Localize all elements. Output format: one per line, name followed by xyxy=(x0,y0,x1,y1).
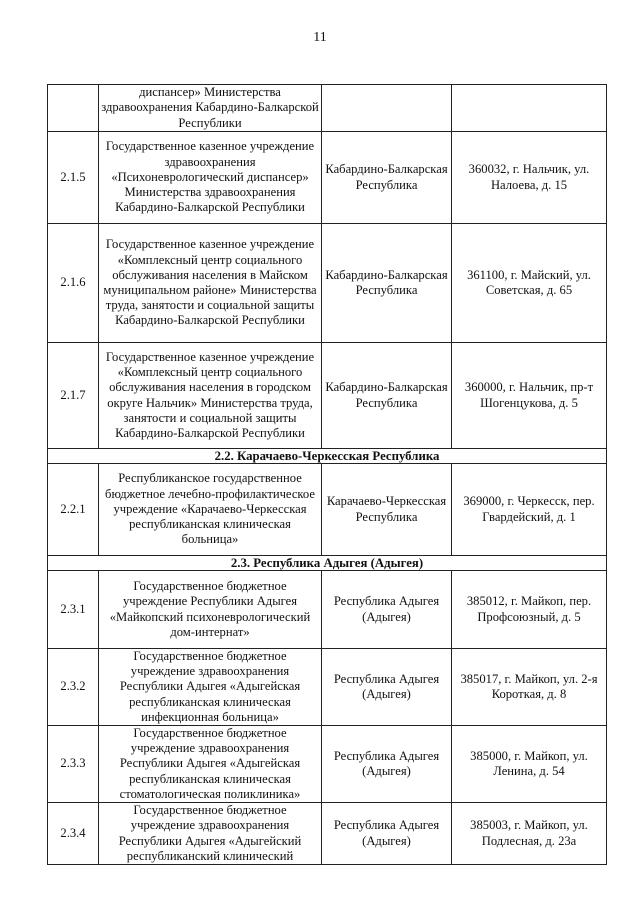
region xyxy=(322,85,452,132)
address: 385000, г. Майкоп, ул. Ленина, д. 54 xyxy=(452,726,607,803)
row-number: 2.3.3 xyxy=(48,726,99,803)
address: 369000, г. Черкесск, пер. Гвардейский, д. 1 xyxy=(452,464,607,556)
table-row xyxy=(48,343,607,449)
table-row xyxy=(48,85,607,132)
section-header-row xyxy=(48,556,607,571)
table-row xyxy=(48,726,607,803)
region: Кабардино-Балкарская Республика xyxy=(322,224,452,343)
table-row xyxy=(48,803,607,865)
row-number: 2.3.1 xyxy=(48,571,99,649)
row-number: 2.3.4 xyxy=(48,803,99,865)
page-number: 11 xyxy=(313,30,327,45)
row-number xyxy=(48,85,99,132)
address: 360000, г. Нальчик, пр-т Шогенцукова, д. 5 xyxy=(452,343,607,449)
institutions-table xyxy=(47,84,607,865)
address: 385017, г. Майкоп, ул. 2-я Короткая, д. 8 xyxy=(452,649,607,726)
row-number: 2.1.5 xyxy=(48,132,99,224)
table-row xyxy=(48,571,607,649)
row-number: 2.3.2 xyxy=(48,649,99,726)
region: Республика Адыгея (Адыгея) xyxy=(322,803,452,865)
region: Карачаево-Черкесская Республика xyxy=(322,464,452,556)
row-number: 2.1.6 xyxy=(48,224,99,343)
section-title: 2.3. Республика Адыгея (Адыгея) xyxy=(48,556,607,571)
institution-name: Государственное казенное учреждение «Комплексный центр социального обслуживания населения в Майском муниципальном районе» Министерства труда, занятости и социальной защиты Кабардино-Балкарской Республики xyxy=(99,224,322,343)
row-number: 2.1.7 xyxy=(48,343,99,449)
institution-name: Государственное бюджетное учреждение здравоохранения Республики Адыгея «Адыгейская республиканская клиническая стоматологическая поликлиника» xyxy=(99,726,322,803)
institution-name: Государственное бюджетное учреждение здравоохранения Республики Адыгея «Адыгейский республиканский клинический xyxy=(99,803,322,865)
address: 385003, г. Майкоп, ул. Подлесная, д. 23а xyxy=(452,803,607,865)
region: Кабардино-Балкарская Республика xyxy=(322,132,452,224)
institution-name: Государственное казенное учреждение здравоохранения «Психоневрологический диспансер» Министерства здравоохранения Кабардино-Балкарской Республики xyxy=(99,132,322,224)
region: Республика Адыгея (Адыгея) xyxy=(322,726,452,803)
region: Республика Адыгея (Адыгея) xyxy=(322,649,452,726)
address: 385012, г. Майкоп, пер. Профсоюзный, д. 5 xyxy=(452,571,607,649)
section-header-row xyxy=(48,449,607,464)
table-row xyxy=(48,224,607,343)
region: Кабардино-Балкарская Республика xyxy=(322,343,452,449)
region: Республика Адыгея (Адыгея) xyxy=(322,571,452,649)
address xyxy=(452,85,607,132)
institution-name: Государственное бюджетное учреждение здравоохранения Республики Адыгея «Адыгейская республиканская клиническая инфекционная больница» xyxy=(99,649,322,726)
table-row xyxy=(48,649,607,726)
table-row xyxy=(48,464,607,556)
institution-name: диспансер» Министерства здравоохранения Кабардино-Балкарской Республики xyxy=(99,85,322,132)
section-title: 2.2. Карачаево-Черкесская Республика xyxy=(48,449,607,464)
table-row xyxy=(48,132,607,224)
institution-name: Государственное бюджетное учреждение Республики Адыгея «Майкопский психоневрологический дом-интернат» xyxy=(99,571,322,649)
row-number: 2.2.1 xyxy=(48,464,99,556)
institution-name: Государственное казенное учреждение «Комплексный центр социального обслуживания населения в городском округе Нальчик» Министерства труда, занятости и социальной защиты Кабардино-Балкарской Республики xyxy=(99,343,322,449)
institution-name: Республиканское государственное бюджетное лечебно-профилактическое учреждение «Карачаево-Черкесская республиканская клиническая больница» xyxy=(99,464,322,556)
address: 360032, г. Нальчик, ул. Налоева, д. 15 xyxy=(452,132,607,224)
address: 361100, г. Майский, ул. Советская, д. 65 xyxy=(452,224,607,343)
